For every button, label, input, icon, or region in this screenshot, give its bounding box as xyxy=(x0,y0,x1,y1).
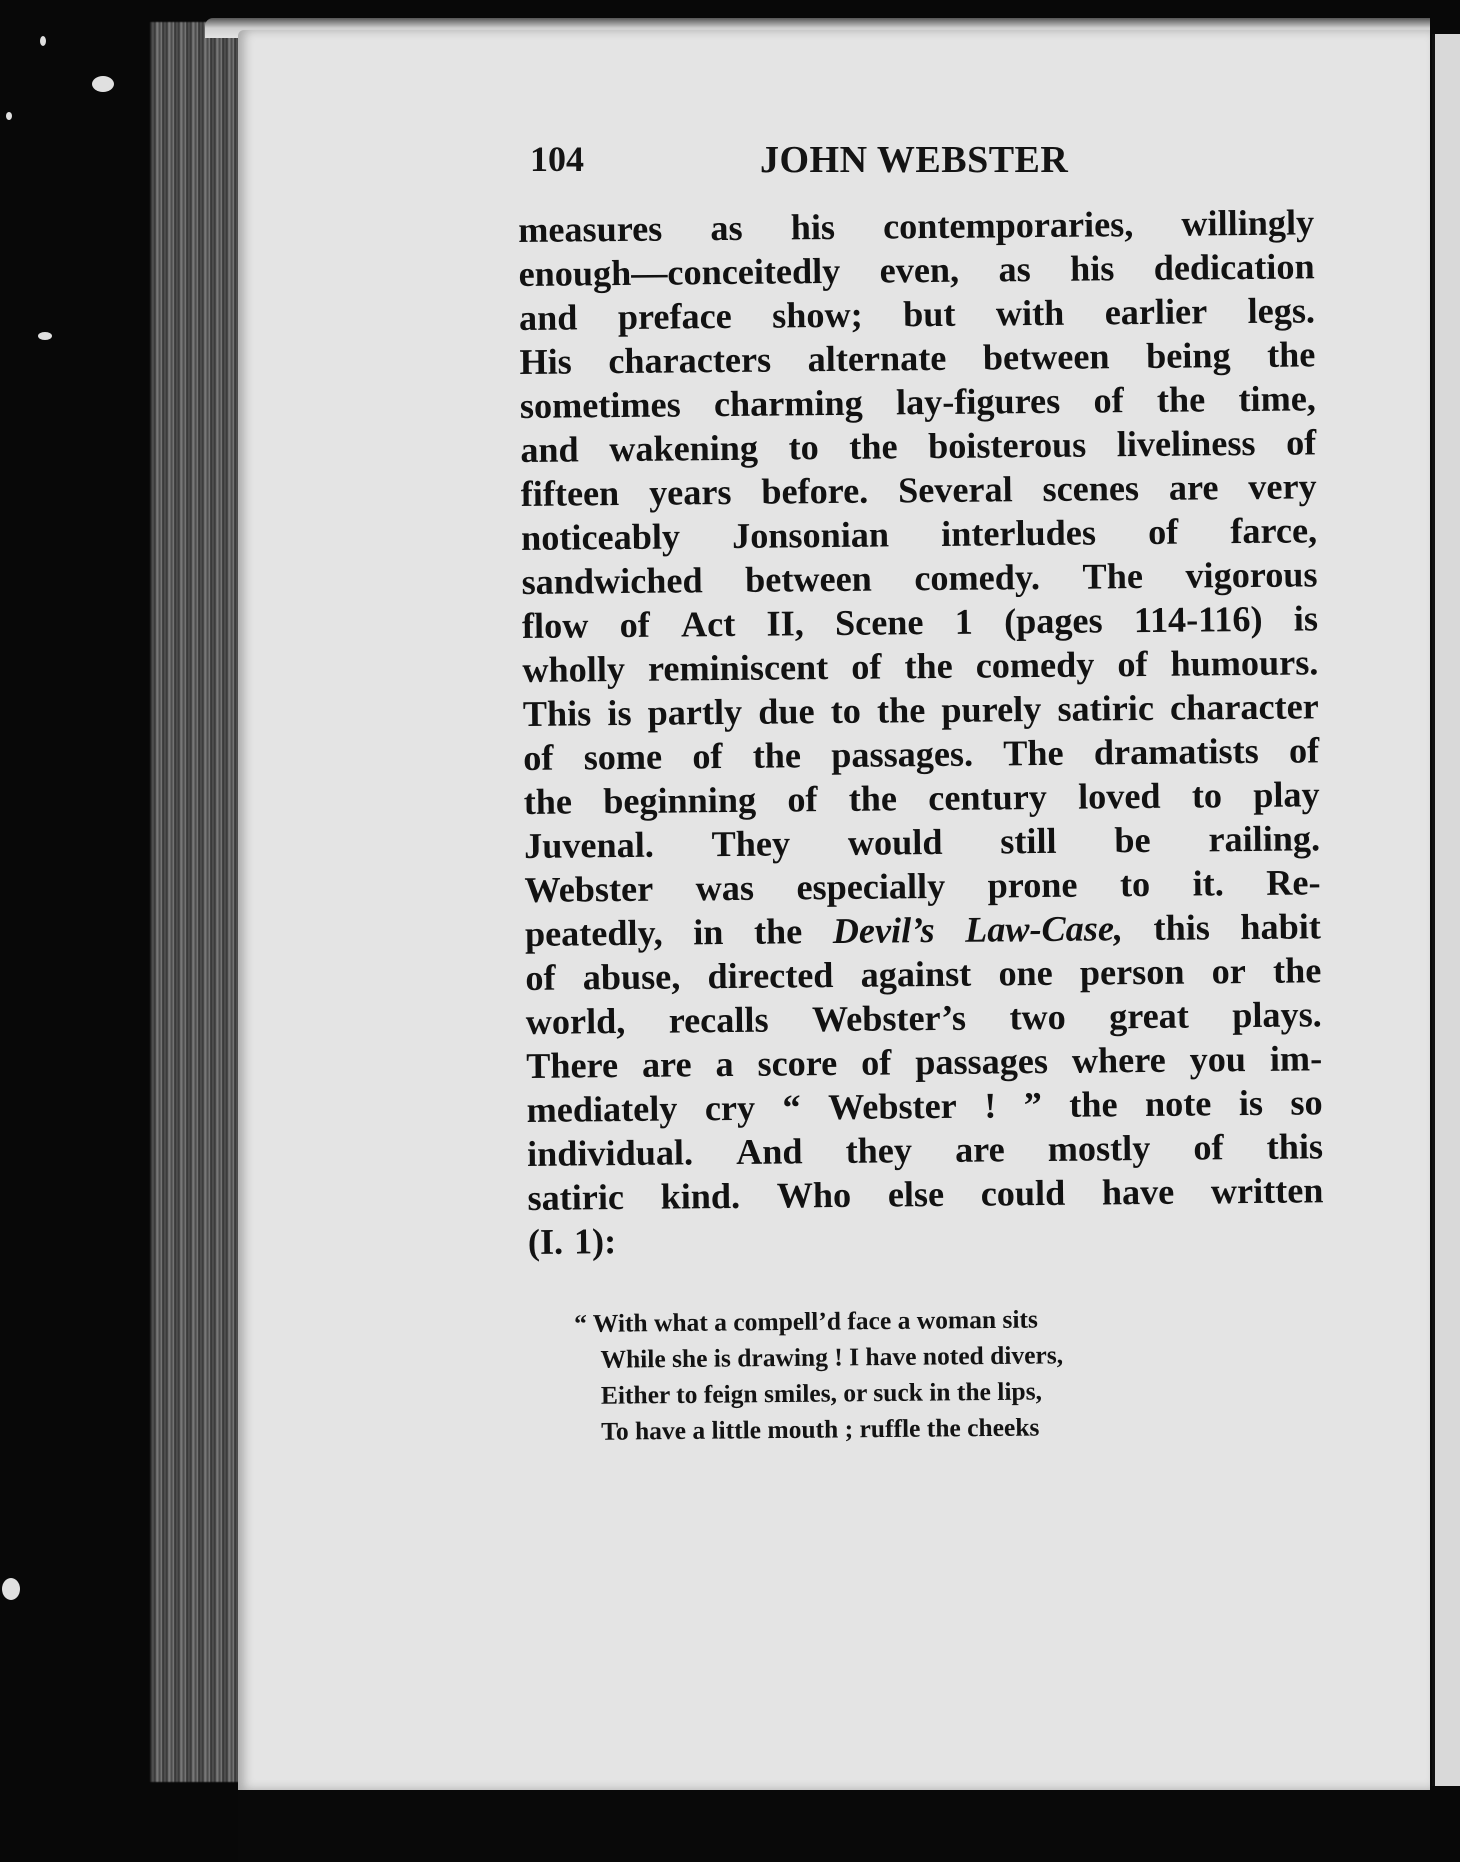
page-stack-edge xyxy=(150,22,250,1782)
text-line: the beginning of the century loved to play xyxy=(523,774,1320,822)
page-number: 104 xyxy=(530,139,584,179)
text-line: enough—conceitedly even, as his dedication xyxy=(518,246,1315,294)
text-line: His characters alternate between being the xyxy=(519,334,1316,382)
body-paragraph xyxy=(518,200,1324,1264)
text-line: wholly reminiscent of the comedy of humours. xyxy=(522,642,1319,690)
text-line: peatedly, in the Devil’s Law-Case, this habit xyxy=(524,906,1322,954)
dust-speck xyxy=(40,36,46,46)
quote-line: “ With what a compell’d face a woman sits xyxy=(574,1304,1039,1338)
text-line: world, recalls Webster’s two great plays. xyxy=(525,994,1322,1042)
text-line: mediately cry “ Webster ! ” the note is so xyxy=(526,1082,1323,1130)
bottom-shadow xyxy=(238,1790,1430,1862)
quote-line: While she is drawing ! I have noted divers, xyxy=(600,1340,1064,1374)
quote-line: To have a little mouth ; ruffle the cheeks xyxy=(601,1412,1040,1446)
text-line: measures as his contemporaries, willingly xyxy=(518,202,1315,250)
text-line: of abuse, directed against one person or the xyxy=(525,950,1322,998)
dust-speck xyxy=(92,76,114,92)
text-line: and preface show; but with earlier legs. xyxy=(518,290,1316,338)
text-line: of some of the passages. The dramatists of xyxy=(523,730,1320,778)
block-quotation xyxy=(574,1300,1215,1450)
dust-speck xyxy=(2,1578,20,1600)
text-line: (I. 1): xyxy=(527,1221,617,1262)
text-line: flow of Act II, Scene 1 (pages 114-116) is xyxy=(521,598,1319,646)
dust-speck xyxy=(6,112,12,120)
text-line: There are a score of passages where you im- xyxy=(526,1038,1323,1086)
text-line: noticeably Jonsonian interludes of farce, xyxy=(520,510,1318,558)
text-line: This is partly due to the purely satiric character xyxy=(522,686,1319,734)
quote-line: Either to feign smiles, or suck in the lips, xyxy=(600,1376,1043,1410)
running-title: JOHN WEBSTER xyxy=(760,139,1069,181)
text-line: sometimes charming lay-figures of the time, xyxy=(519,378,1317,426)
text-line: and wakening to the boisterous liveliness of xyxy=(520,422,1317,470)
text-line: fifteen years before. Several scenes are very xyxy=(520,466,1317,514)
text-line: sandwiched between comedy. The vigorous xyxy=(521,554,1318,602)
text-line: Webster was especially prone to it. Re- xyxy=(524,862,1321,910)
facing-page-sliver xyxy=(1432,34,1460,1786)
text-line: Juvenal. They would still be railing. xyxy=(523,818,1321,866)
text-line: individual. And they are mostly of this xyxy=(526,1126,1324,1174)
text-line: satiric kind. Who else could have written xyxy=(527,1170,1324,1218)
dust-speck xyxy=(38,332,52,340)
running-header xyxy=(530,138,1090,188)
